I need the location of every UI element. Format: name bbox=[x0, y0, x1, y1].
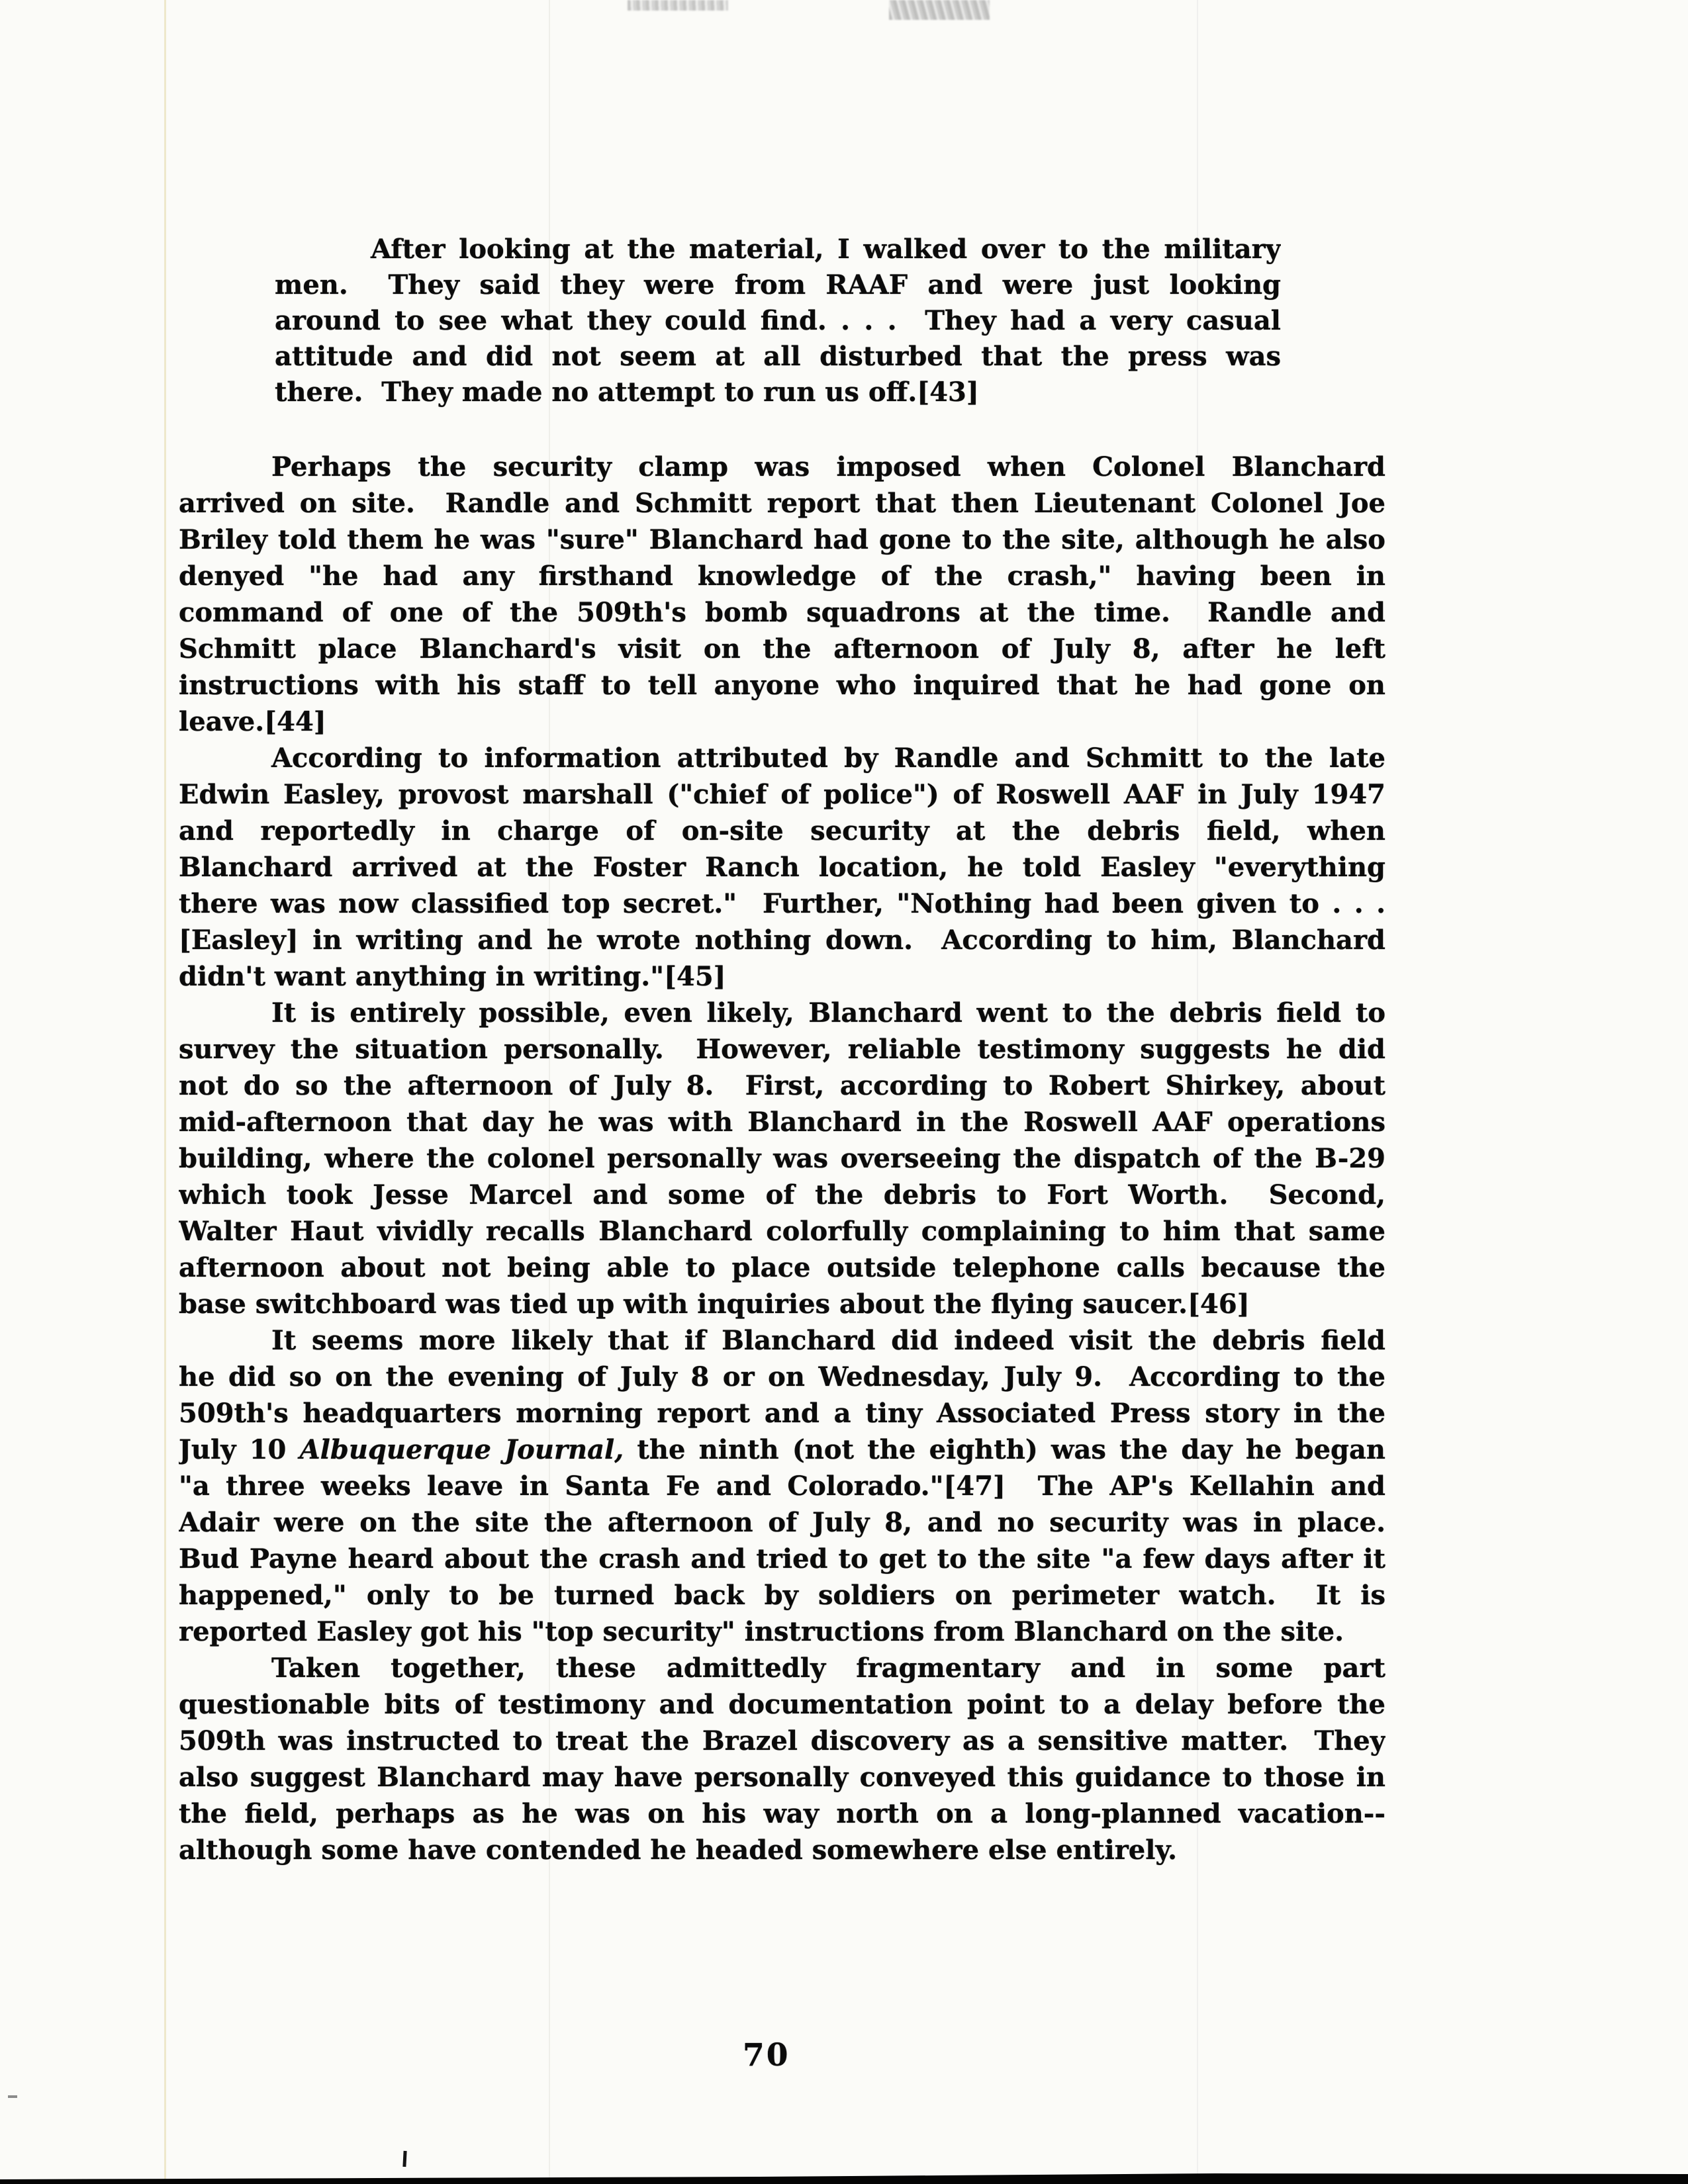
text-line: Edwin Easley, provost marshall ("chief of police") of Roswell AAF in July 1947 bbox=[179, 779, 1385, 810]
text-line: Briley told them he was "sure" Blanchard had gone to the site, although he also bbox=[179, 524, 1385, 555]
scan-page-edge-line bbox=[164, 0, 166, 2184]
text-line: and reportedly in charge of on-site security at the debris field, when bbox=[179, 815, 1385, 846]
text-line: [Easley] in writing and he wrote nothing down. According to him, Blanchard bbox=[179, 925, 1385, 956]
text-line: mid-afternoon that day he was with Blanchard in the Roswell AAF operations bbox=[179, 1107, 1385, 1138]
text-line: Bud Payne heard about the crash and tried to get to the site "a few days after it bbox=[179, 1543, 1385, 1574]
text-line: happened," only to be turned back by soldiers on perimeter watch. It is bbox=[179, 1580, 1385, 1611]
text-line: also suggest Blanchard may have personally conveyed this guidance to those in bbox=[179, 1762, 1385, 1793]
text-line: although some have contended he headed somewhere else entirely. bbox=[179, 1835, 1178, 1866]
scan-smudge bbox=[889, 0, 990, 20]
text-line: After looking at the material, I walked over to the military bbox=[371, 234, 1281, 265]
scan-smudge bbox=[628, 0, 728, 11]
text-line: men. They said they were from RAAF and were just looking bbox=[275, 269, 1281, 300]
text-line: It is entirely possible, even likely, Blanchard went to the debris field to bbox=[271, 997, 1385, 1028]
text-line: Schmitt place Blanchard's visit on the afternoon of July 8, after he left bbox=[179, 633, 1385, 664]
text-line: "a three weeks leave in Santa Fe and Colorado."[47] The AP's Kellahin and bbox=[179, 1471, 1385, 1502]
text-line: survey the situation personally. However, reliable testimony suggests he did bbox=[179, 1034, 1385, 1065]
text-line: July 10 Albuquerque Journal, the ninth (not the eighth) was the day he began bbox=[179, 1434, 1385, 1465]
text-line: didn't want anything in writing."[45] bbox=[179, 961, 726, 992]
text-line: base switchboard was tied up with inquiries about the flying saucer.[46] bbox=[179, 1289, 1250, 1320]
text-line: According to information attributed by Randle and Schmitt to the late bbox=[271, 743, 1385, 774]
text-line: questionable bits of testimony and documentation point to a delay before the bbox=[179, 1689, 1385, 1720]
text-line: Adair were on the site the afternoon of July 8, and no security was in place. bbox=[179, 1507, 1385, 1538]
body-text bbox=[179, 449, 1385, 1868]
text-line: 509th was instructed to treat the Brazel discovery as a sensitive matter. They bbox=[179, 1725, 1385, 1756]
text-line: he did so on the evening of July 8 or on Wednesday, July 9. According to the bbox=[179, 1361, 1385, 1392]
text-line: reported Easley got his "top security" instructions from Blanchard on the site. bbox=[179, 1616, 1344, 1647]
scan-tick-mark bbox=[402, 2151, 406, 2167]
text-line: Taken together, these admittedly fragmentary and in some part bbox=[271, 1653, 1385, 1684]
text-line: around to see what they could find. . . . They had a very casual bbox=[275, 305, 1281, 336]
text-line: which took Jesse Marcel and some of the debris to Fort Worth. Second, bbox=[179, 1179, 1385, 1210]
text-line: Perhaps the security clamp was imposed when Colonel Blanchard bbox=[271, 451, 1385, 482]
text-line: building, where the colonel personally was overseeing the dispatch of the B-29 bbox=[179, 1143, 1385, 1174]
text-line: attitude and did not seem at all disturbed that the press was bbox=[275, 341, 1281, 372]
text-line: arrived on site. Randle and Schmitt report that then Lieutenant Colonel Joe bbox=[179, 488, 1385, 519]
text-line: not do so the afternoon of July 8. First, according to Robert Shirkey, about bbox=[179, 1070, 1385, 1101]
blockquote bbox=[275, 232, 1281, 410]
text-line: It seems more likely that if Blanchard did indeed visit the debris field bbox=[271, 1325, 1385, 1356]
text-line: Walter Haut vividly recalls Blanchard colorfully complaining to him that same bbox=[179, 1216, 1385, 1247]
text-line: leave.[44] bbox=[179, 706, 326, 737]
text-line: instructions with his staff to tell anyone who inquired that he had gone on bbox=[179, 670, 1385, 701]
text-line: 509th's headquarters morning report and a tiny Associated Press story in the bbox=[179, 1398, 1385, 1429]
text-line: the field, perhaps as he was on his way north on a long-planned vacation-- bbox=[179, 1798, 1385, 1829]
text-line: afternoon about not being able to place outside telephone calls because the bbox=[179, 1252, 1385, 1283]
scan-bottom-black-bar bbox=[0, 2171, 1688, 2184]
text-line: Blanchard arrived at the Foster Ranch location, he told Easley "everything bbox=[179, 852, 1385, 883]
scan-dash-mark bbox=[8, 2095, 17, 2098]
text-line: denyed "he had any firsthand knowledge of the crash," having been in bbox=[179, 561, 1385, 592]
text-line: command of one of the 509th's bomb squadrons at the time. Randle and bbox=[179, 597, 1385, 628]
page-number: 70 bbox=[743, 2037, 790, 2073]
text-line: there. They made no attempt to run us off.[43] bbox=[275, 377, 979, 408]
text-line: there was now classified top secret." Further, "Nothing had been given to . . . bbox=[179, 888, 1385, 919]
